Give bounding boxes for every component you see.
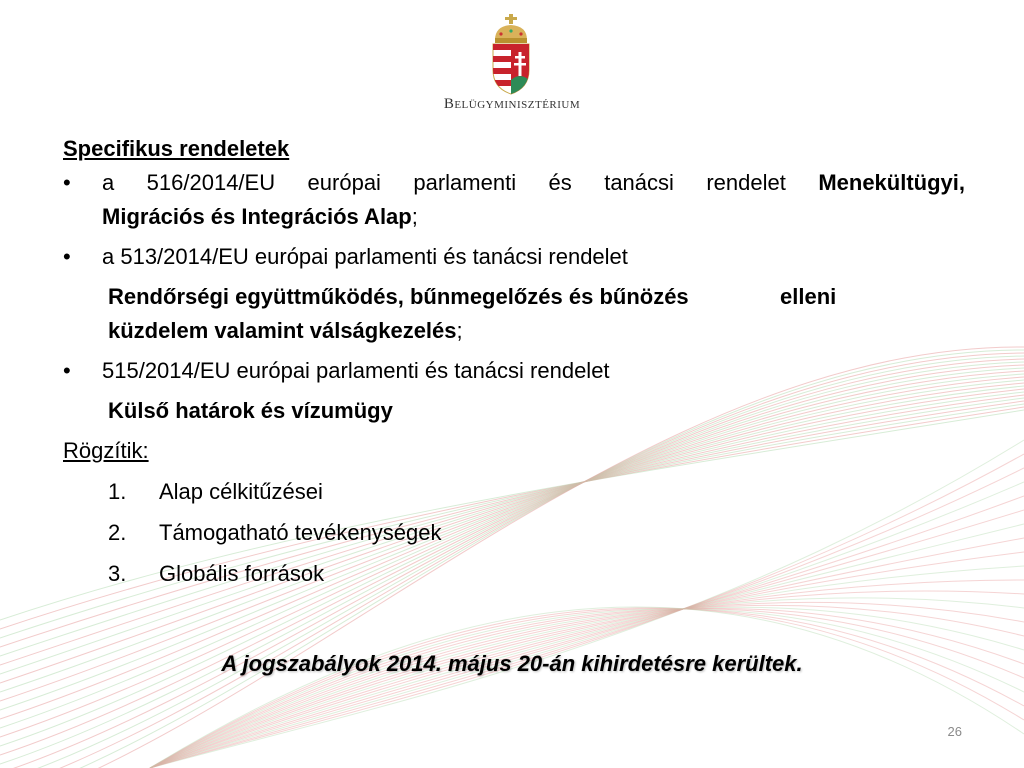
- wave-line: [150, 607, 1024, 768]
- numbered-item-text: Támogatható tevékenységek: [159, 520, 442, 545]
- publication-note: A jogszabályok 2014. május 20-án kihirdetésre kerültek.: [221, 651, 803, 676]
- wave-line: [150, 608, 1024, 768]
- bullet-513-bold-1b: elleni: [780, 284, 837, 309]
- bullet-516-bold-2: Migrációs és Integrációs Alap: [102, 204, 412, 229]
- numbered-item-number: 2.: [108, 520, 127, 545]
- bullet-516-bold-1: Menekültügyi,: [818, 170, 965, 195]
- bullet-dot: •: [63, 170, 71, 195]
- wave-line: [150, 598, 1024, 768]
- ministry-label: Belügyminisztérium: [443, 96, 581, 112]
- numbered-item-text: Alap célkitűzései: [159, 479, 323, 504]
- bullet-515-text: 515/2014/EU európai parlamenti és tanácsi rendelet: [102, 358, 610, 383]
- page-number: 26: [947, 724, 962, 739]
- numbered-item-number: 1.: [108, 479, 127, 504]
- hungarian-coat-of-arms-icon: [487, 14, 535, 96]
- numbered-item-1: [63, 475, 965, 509]
- numbered-item-2: [63, 516, 965, 550]
- bullet-515-detail: Külső határok és vízumügy: [108, 398, 393, 423]
- section-heading: Specifikus rendeletek: [63, 136, 290, 161]
- bullet-513-bold-2: küzdelem valamint válságkezelés: [108, 318, 457, 343]
- numbered-item-3: [63, 557, 965, 591]
- bullet-item-515: [63, 354, 965, 388]
- bullet-513-detail: [63, 280, 965, 348]
- bullet-513-bold-1: Rendőrségi együttműködés, bűnmegelőzés és bűnözés: [108, 284, 689, 309]
- bullet-516-suffix: ;: [411, 204, 418, 229]
- bullet-516-text: a 516/2014/EU európai parlamenti és tanácsi rendelet: [102, 170, 786, 195]
- bullet-513-suffix: ;: [456, 318, 463, 343]
- fixes-label: Rögzítik:: [63, 438, 149, 463]
- numbered-item-number: 3.: [108, 561, 127, 586]
- bullet-dot: •: [63, 244, 71, 269]
- bullet-item-516: [63, 166, 965, 234]
- bullet-513-text: a 513/2014/EU európai parlamenti és tanácsi rendelet: [102, 244, 628, 269]
- numbered-item-text: Globális források: [159, 561, 325, 586]
- bullet-item-513: [63, 240, 965, 274]
- ministry-name: [0, 96, 1024, 113]
- bullet-dot: •: [63, 358, 71, 383]
- slide-content: [63, 132, 965, 591]
